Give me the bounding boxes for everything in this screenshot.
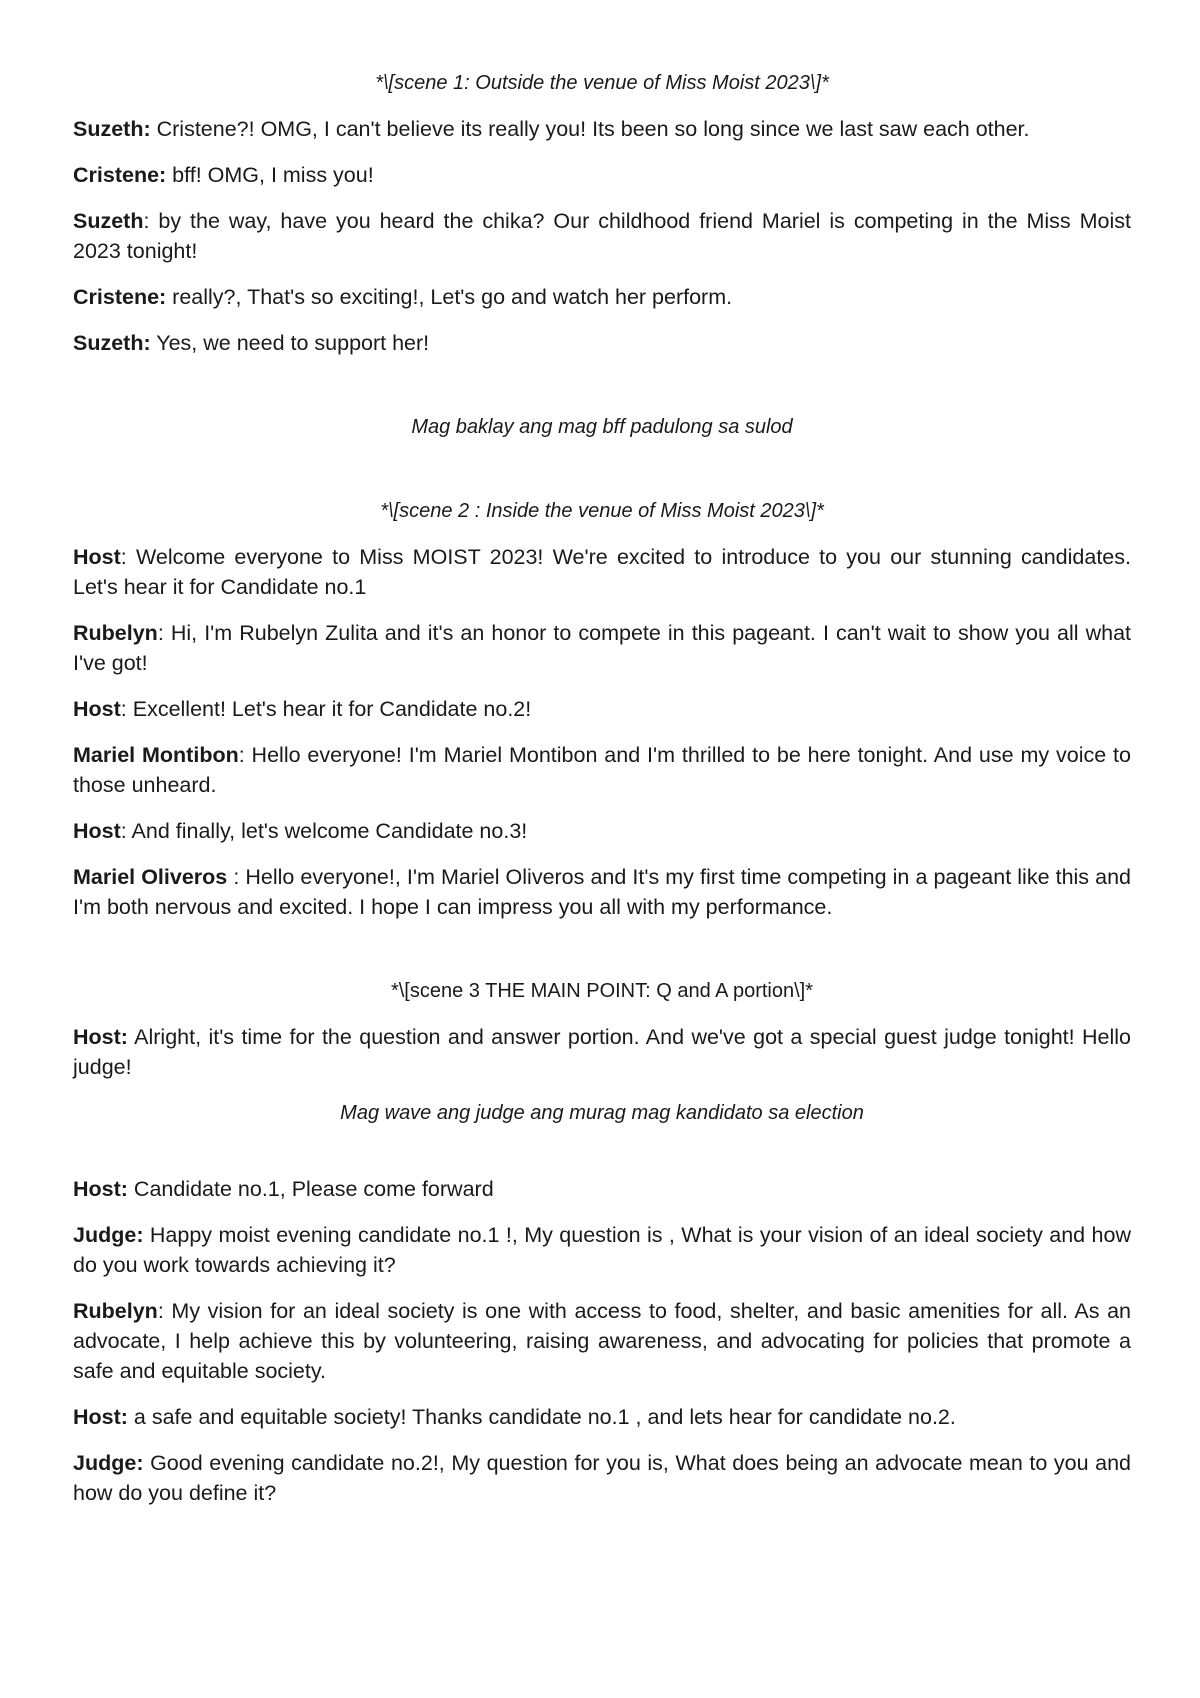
dialogue-line bbox=[73, 1296, 1131, 1386]
speaker-name: Host bbox=[73, 697, 121, 721]
script-document bbox=[73, 68, 1131, 1524]
dialogue-line bbox=[73, 282, 1131, 312]
dialogue-text: : Hello everyone! I'm Mariel Montibon and I'm thrilled to be here tonight. And use my voice to those unheard. bbox=[73, 743, 1131, 797]
dialogue-text: a safe and equitable society! Thanks candidate no.1 , and lets hear for candidate no.2. bbox=[127, 1405, 956, 1429]
dialogue-line bbox=[73, 618, 1131, 678]
dialogue-text: : by the way, have you heard the chika? Our childhood friend Mariel is competing in the Miss Moist 2023 tonight! bbox=[73, 209, 1131, 263]
dialogue-line bbox=[73, 1402, 1131, 1432]
dialogue-text: : Welcome everyone to Miss MOIST 2023! We're excited to introduce to you our stunning candidates. Let's hear it for Candidate no.1 bbox=[73, 545, 1131, 599]
stage-direction: Mag wave ang judge ang murag mag kandidato sa election bbox=[340, 1102, 864, 1124]
speaker-name: Mariel Montibon bbox=[73, 743, 239, 767]
speaker-name: Cristene: bbox=[73, 285, 167, 309]
dialogue-text: Yes, we need to support her! bbox=[150, 331, 430, 355]
speaker-name: Host: bbox=[73, 1177, 128, 1201]
dialogue-text: : And finally, let's welcome Candidate no.3! bbox=[120, 819, 528, 843]
speaker-name: Rubelyn bbox=[73, 1299, 158, 1323]
scene-1-heading: *\[scene 1: Outside the venue of Miss Moist 2023\]* bbox=[375, 72, 829, 94]
dialogue-line bbox=[73, 328, 1131, 358]
speaker-name: Judge: bbox=[73, 1451, 144, 1475]
stage-direction: Mag baklay ang mag bff padulong sa sulod bbox=[411, 416, 793, 438]
dialogue-text: Cristene?! OMG, I can't believe its really you! Its been so long since we last saw each other. bbox=[150, 117, 1030, 141]
dialogue-line bbox=[73, 740, 1131, 800]
dialogue-line bbox=[73, 114, 1131, 144]
dialogue-text: : Excellent! Let's hear it for Candidate no.2! bbox=[120, 697, 532, 721]
speaker-name: Host: bbox=[73, 1405, 128, 1429]
dialogue-line bbox=[73, 1174, 1131, 1204]
dialogue-line bbox=[73, 816, 1131, 846]
scene-3-heading: *\[scene 3 THE MAIN POINT: Q and A portion\]* bbox=[390, 980, 814, 1002]
dialogue-text: : Hello everyone!, I'm Mariel Oliveros and It's my first time competing in a pageant like this and I'm both nervous and excited. I hope I can impress you all with my performance. bbox=[73, 865, 1131, 919]
dialogue-line bbox=[73, 206, 1131, 266]
speaker-name: Host bbox=[73, 545, 121, 569]
dialogue-text: Good evening candidate no.2!, My question for you is, What does being an advocate mean to you and how do you define it? bbox=[73, 1451, 1131, 1505]
speaker-name: Cristene: bbox=[73, 163, 167, 187]
dialogue-line bbox=[73, 160, 1131, 190]
dialogue-text: Alright, it's time for the question and answer portion. And we've got a special guest judge tonight! Hello judge! bbox=[73, 1025, 1131, 1079]
dialogue-line bbox=[73, 1448, 1131, 1508]
dialogue-text: Happy moist evening candidate no.1 !, My question is , What is your vision of an ideal society and how do you work towards achieving it? bbox=[73, 1223, 1131, 1277]
scene-2-heading: *\[scene 2 : Inside the venue of Miss Moist 2023\]* bbox=[380, 500, 824, 522]
dialogue-line bbox=[73, 1220, 1131, 1280]
dialogue-text: : Hi, I'm Rubelyn Zulita and it's an honor to compete in this pageant. I can't wait to show you all what I've got! bbox=[73, 621, 1131, 675]
dialogue-text: really?, That's so exciting!, Let's go and watch her perform. bbox=[166, 285, 733, 309]
dialogue-text: Candidate no.1, Please come forward bbox=[127, 1177, 494, 1201]
speaker-name: Suzeth: bbox=[73, 117, 151, 141]
speaker-name: Rubelyn bbox=[73, 621, 158, 645]
speaker-name: Host bbox=[73, 819, 121, 843]
speaker-name: Judge: bbox=[73, 1223, 144, 1247]
speaker-name: Host: bbox=[73, 1025, 128, 1049]
speaker-name: Mariel Oliveros bbox=[73, 865, 228, 889]
speaker-name: Suzeth bbox=[73, 209, 144, 233]
dialogue-text: bff! OMG, I miss you! bbox=[166, 163, 374, 187]
dialogue-line bbox=[73, 1022, 1131, 1082]
dialogue-line bbox=[73, 862, 1131, 922]
dialogue-line bbox=[73, 694, 1131, 724]
dialogue-line bbox=[73, 542, 1131, 602]
dialogue-text: : My vision for an ideal society is one with access to food, shelter, and basic amenities for all. As an advocate, I help achieve this by volunteering, raising awareness, and advocating for policies that promote a safe and equitable society. bbox=[73, 1299, 1131, 1383]
speaker-name: Suzeth: bbox=[73, 331, 151, 355]
